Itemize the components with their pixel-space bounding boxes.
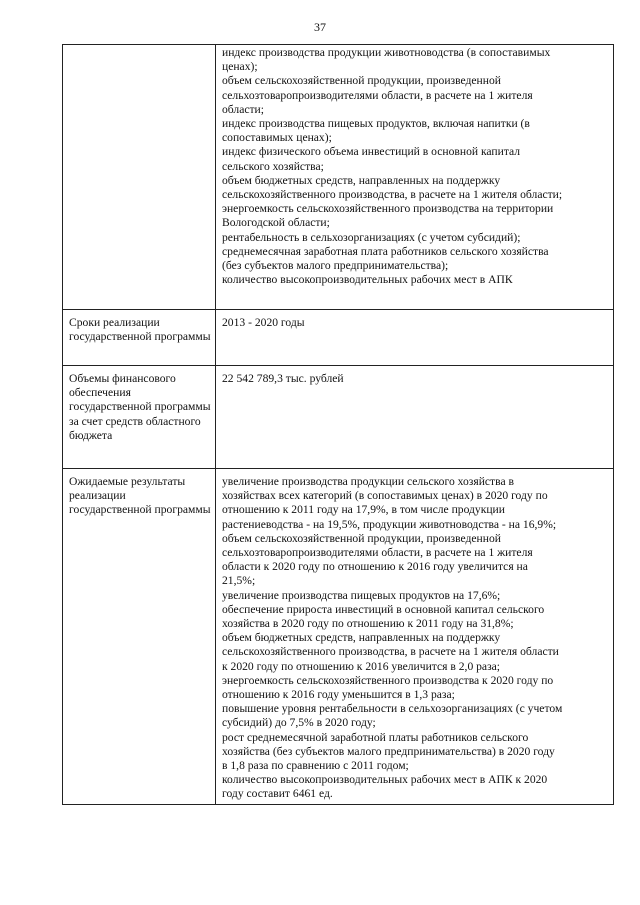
row-label [63,45,216,310]
text-line: объем бюджетных средств, направленных на поддержку [222,631,501,645]
text-line: хозяйствах всех категорий (в сопоставимых ценах) в 2020 году по [222,489,548,503]
text-line: к 2020 году по отношению к 2016 увеличится в 2,0 раза; [222,659,501,673]
text-line: хозяйства (без субъектов малого предпринимательства) в 2020 году [222,744,555,758]
program-passport-table [62,44,614,805]
text-line: субсидий) до 7,5% в 2020 году; [222,716,376,730]
text-line: отношению к 2016 году уменьшится в 1,3 раза; [222,688,455,702]
text-line: сельскохозяйственного производства, в расчете на 1 жителя области [222,645,559,659]
text-line: области к 2020 году по отношению к 2016 году увеличится на [222,560,528,574]
text-line: в 1,8 раза по сравнению с 2011 годом; [222,759,409,773]
text-line: энергоемкость сельскохозяйственного производства к 2020 году по [222,673,554,687]
text-line: увеличение производства пищевых продуктов на 17,6%; [222,588,501,602]
row-content [216,45,614,310]
text-line: количество высокопроизводительных рабочих мест в АПК [222,273,513,287]
page-number: 37 [314,20,326,34]
text-line: рост среднемесячной заработной платы работников сельского [222,730,529,744]
text-line: сопоставимых ценах); [222,131,332,145]
text-line: растениеводства - на 19,5%, продукции животноводства - на 16,9%; [222,517,557,531]
table-row [63,366,614,469]
text-line: сельскохозяйственного производства, в расчете на 1 жителя области; [222,188,563,202]
text-line: 2013 - 2020 годы [222,316,305,329]
text-line: отношению к 2011 году на 17,9%, в том числе продукции [222,503,505,517]
text-line: сельского хозяйства; [222,159,324,173]
table-row [63,469,614,805]
row-content [216,366,614,469]
text-line: 22 542 789,3 тыс. рублей [222,372,344,385]
text-line: хозяйства в 2020 году по отношению к 2011 году на 31,8%; [222,617,514,631]
row-label: Ожидаемые результаты реализации государственной программы [63,469,216,805]
table-row [63,310,614,366]
text-line: увеличение производства продукции сельского хозяйства в [222,475,514,488]
text-line: ценах); [222,60,258,74]
text-line: сельхозтоваропроизводителями области, в расчете на 1 жителя [222,88,533,102]
text-line: индекс физического объема инвестиций в основной капитал [222,145,521,159]
text-line: количество высокопроизводительных рабочих мест в АПК к 2020 [222,773,548,787]
row-content [216,310,614,366]
text-line: энергоемкость сельскохозяйственного производства на территории [222,202,554,216]
row-label: Сроки реализации государственной программы [63,310,216,366]
text-line: обеспечение прироста инвестиций в основной капитал сельского [222,602,545,616]
text-line: индекс производства продукции животноводства (в сопоставимых [222,46,551,59]
text-line: году составит 6461 ед. [222,787,333,801]
text-line: объем бюджетных средств, направленных на поддержку [222,173,501,187]
row-content [216,469,614,805]
table-row [63,45,614,310]
text-line: индекс производства пищевых продуктов, включая напитки (в [222,117,530,131]
text-line: рентабельность в сельхозорганизациях (с учетом субсидий); [222,230,521,244]
text-line: области; [222,102,264,116]
text-line: объем сельскохозяйственной продукции, произведенной [222,531,501,545]
text-line: (без субъектов малого предпринимательства); [222,259,449,273]
text-line: повышение уровня рентабельности в сельхозорганизациях (с учетом [222,702,563,716]
row-label: Объемы финансового обеспечения государственной программы за счет средств областного бюджета [63,366,216,469]
text-line: Вологодской области; [222,216,330,230]
text-line: среднемесячная заработная плата работников сельского хозяйства [222,244,549,258]
text-line: сельхозтоваропроизводителями области, в расчете на 1 жителя [222,546,533,560]
text-line: объем сельскохозяйственной продукции, произведенной [222,74,501,88]
text-line: 21,5%; [222,574,256,588]
